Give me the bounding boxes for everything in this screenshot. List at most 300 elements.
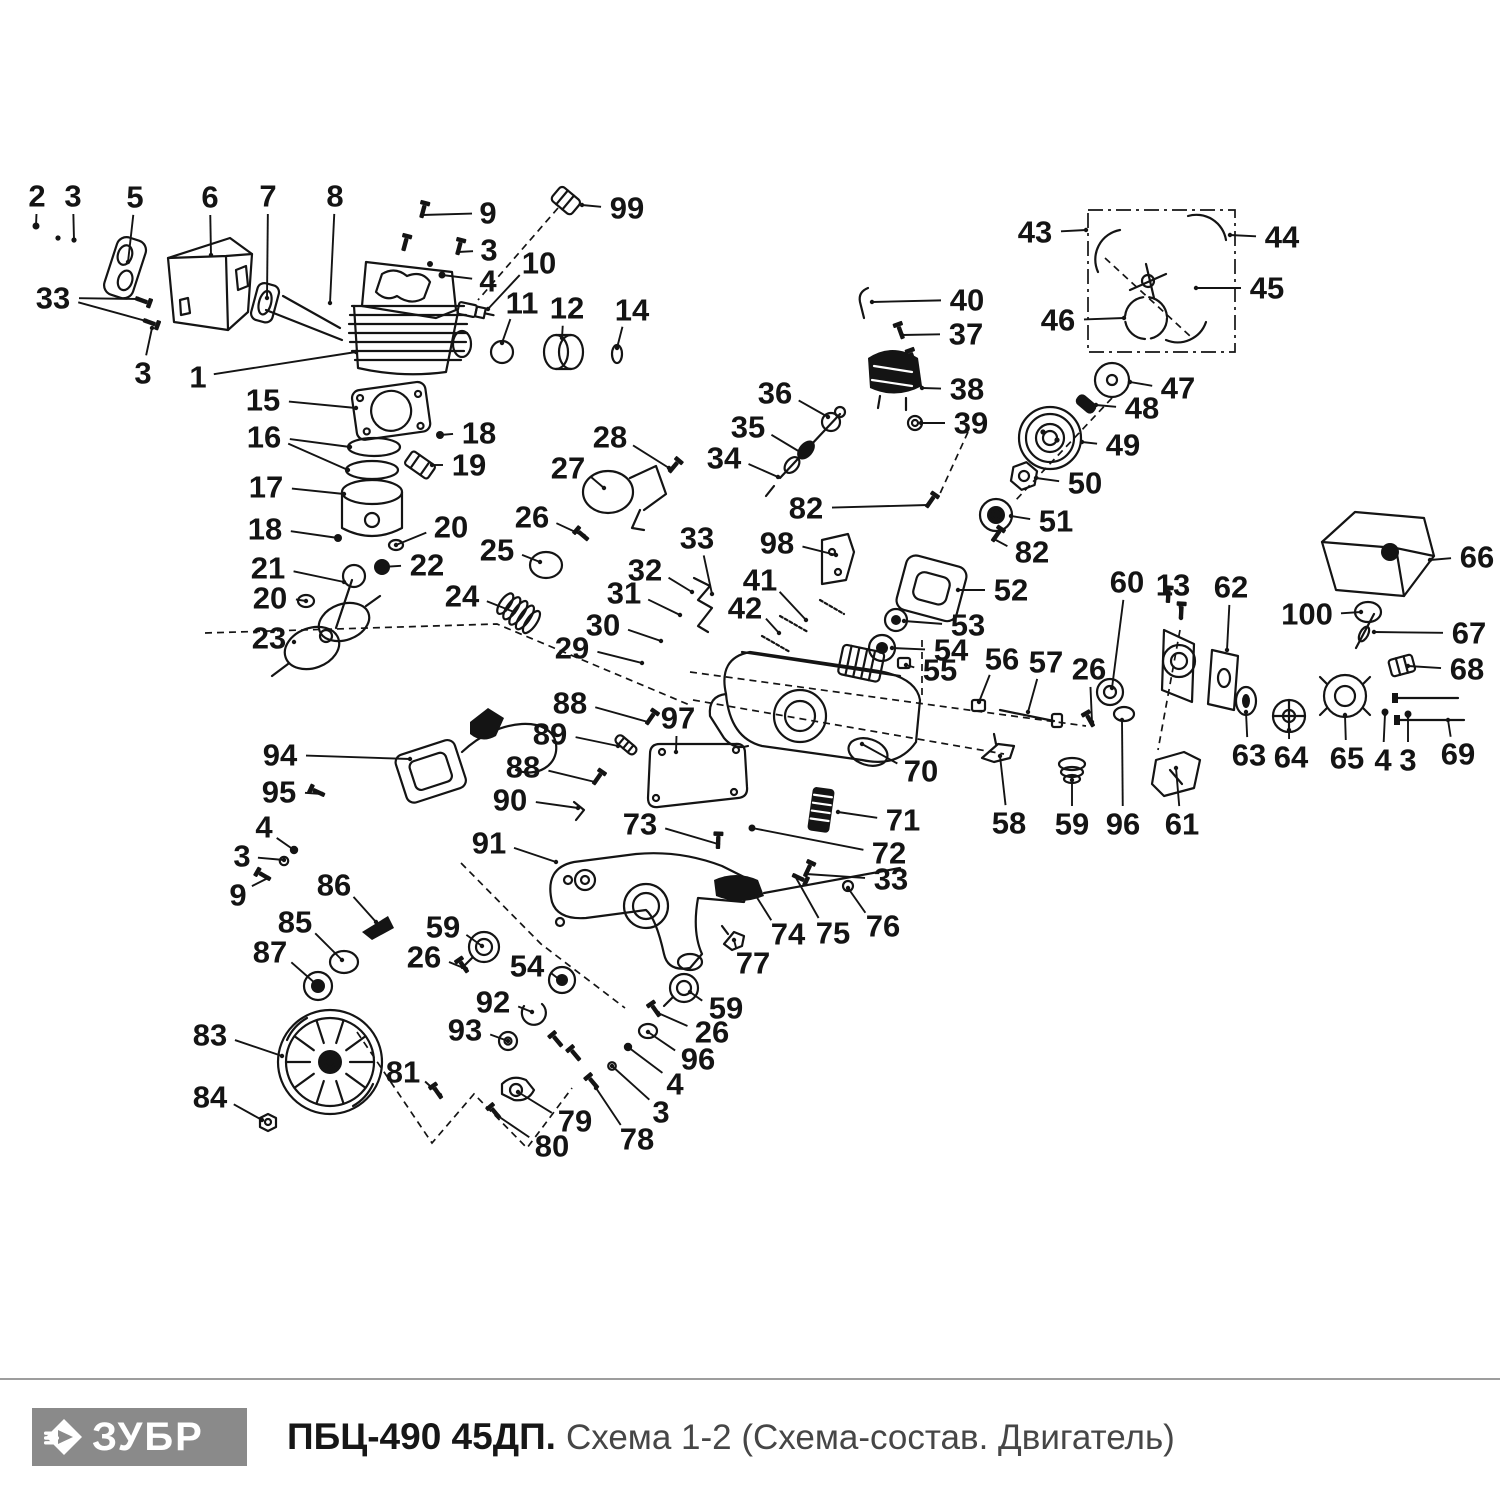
callout-3 <box>64 179 81 243</box>
callout-4 <box>440 264 498 299</box>
screw-icon <box>133 293 153 308</box>
part-number: 61 <box>1164 806 1200 842</box>
callout-36 <box>758 376 830 420</box>
gasket-62 <box>1208 650 1238 710</box>
leader-dot <box>616 744 620 748</box>
callout-100 <box>1281 597 1363 632</box>
callout-7 <box>259 179 276 301</box>
leader-line <box>1408 666 1441 668</box>
part-number: 99 <box>609 190 645 226</box>
part-number: 67 <box>1451 615 1487 651</box>
pawl-kit-79 <box>502 1078 534 1101</box>
leader-line <box>596 1088 621 1125</box>
callout-82 <box>992 535 1049 570</box>
leader-dot <box>1026 710 1030 714</box>
part-number: 18 <box>461 415 497 451</box>
carburetor-part <box>868 350 922 410</box>
part-number: 59 <box>1054 806 1090 842</box>
leader-line <box>442 275 472 279</box>
leader-line <box>802 547 836 555</box>
leader-dot <box>538 560 542 564</box>
leader-line <box>458 251 473 252</box>
part-number: 69 <box>1440 736 1476 772</box>
leader-line <box>1227 605 1229 650</box>
circlip-92 <box>522 1004 546 1025</box>
callout-64 <box>1274 728 1309 775</box>
part-number: 20 <box>252 580 288 616</box>
leader-line <box>617 327 622 348</box>
leader-dot <box>320 792 324 796</box>
part-number: 76 <box>865 908 901 944</box>
callout-26 <box>515 500 586 539</box>
leader-line <box>234 1104 262 1120</box>
leader-dot <box>314 982 318 986</box>
oil-pump-gear-part <box>1273 700 1305 732</box>
leader-line <box>1084 318 1124 319</box>
callout-8 <box>326 179 343 306</box>
callout-4 <box>255 810 296 853</box>
leader-dot <box>776 475 780 479</box>
part-number: 49 <box>1105 427 1141 463</box>
model-name: ПБЦ-490 45ДП. <box>287 1416 556 1457</box>
leader-dot <box>354 350 358 354</box>
part-number: 70 <box>903 753 939 789</box>
screw-icon <box>307 783 327 799</box>
part-number: 84 <box>192 1079 228 1115</box>
hook-90 <box>574 802 584 820</box>
leader-dot <box>72 238 76 242</box>
callout-68 <box>1406 652 1484 687</box>
part-number: 51 <box>1038 503 1074 539</box>
diagram-title <box>287 1416 1175 1458</box>
part-number: 88 <box>505 749 541 785</box>
leader-dot <box>1034 476 1038 480</box>
callout-84 <box>193 1080 264 1123</box>
part-number: 45 <box>1249 270 1285 306</box>
part-number: 12 <box>549 290 585 326</box>
part-number: 19 <box>451 447 487 483</box>
leader-dot <box>1428 558 1432 562</box>
leader-dot <box>516 1090 520 1094</box>
callout-20 <box>394 510 468 548</box>
part-number: 26 <box>514 499 550 535</box>
leader-dot <box>408 757 412 761</box>
leader-dot <box>1287 728 1291 732</box>
leader-dot <box>580 203 584 207</box>
part-number: 73 <box>622 806 658 842</box>
callout-66 <box>1428 540 1494 575</box>
leader-dot <box>260 1118 264 1122</box>
part-number: 96 <box>1105 806 1141 842</box>
leader-dot <box>342 492 346 496</box>
leader-dot <box>558 978 562 982</box>
leader-line <box>315 933 342 960</box>
part-number: 22 <box>409 547 445 583</box>
leader-dot <box>1120 718 1124 722</box>
leader-dot <box>646 720 650 724</box>
leader-dot <box>1372 630 1376 634</box>
leader-dot <box>209 253 213 257</box>
leader-line <box>1096 405 1116 407</box>
part-number: 98 <box>759 525 795 561</box>
lever-58 <box>982 734 1014 762</box>
callout-54 <box>510 949 562 984</box>
leader-line <box>648 1032 675 1050</box>
leader-dot <box>594 1086 598 1090</box>
callout-2 <box>28 179 45 229</box>
callout-88 <box>506 750 597 785</box>
leader-line <box>648 600 680 615</box>
leader-dot <box>1174 766 1178 770</box>
leader-line <box>210 215 211 255</box>
part-number: 62 <box>1213 569 1249 605</box>
leader-dot <box>1343 713 1347 717</box>
callout-43 <box>1018 215 1088 250</box>
leader-line <box>892 648 925 649</box>
callout-3 <box>610 1064 670 1130</box>
leader-dot <box>1446 718 1450 722</box>
part-number: 4 <box>666 1066 684 1102</box>
leader-line <box>235 1040 282 1056</box>
leader-dot <box>646 1030 650 1034</box>
part-number: 37 <box>948 316 984 352</box>
leader-dot <box>640 661 644 665</box>
callout-67 <box>1372 616 1486 651</box>
callout-63 <box>1232 710 1266 773</box>
leader-line <box>214 352 356 374</box>
part-number: 80 <box>534 1128 570 1164</box>
leader-line <box>597 652 642 663</box>
part-number: 21 <box>250 550 286 586</box>
callout-40 <box>870 283 984 318</box>
leader-line <box>289 402 356 408</box>
ring-25 <box>530 552 562 578</box>
leader-line <box>267 214 268 298</box>
leader-dot <box>292 640 296 644</box>
leader-dot <box>554 860 558 864</box>
part-number: 93 <box>447 1012 483 1048</box>
part-number: 13 <box>1155 567 1191 603</box>
leader-dot <box>348 445 352 449</box>
leader-line <box>292 489 344 494</box>
piston-rings-part <box>346 438 400 479</box>
guide-line <box>690 672 1086 726</box>
part-number: 33 <box>873 861 909 897</box>
part-number: 35 <box>730 409 766 445</box>
leader-line <box>749 464 778 477</box>
part-number: 27 <box>550 450 586 486</box>
part-number: 59 <box>425 909 461 945</box>
spark-plug-part <box>457 302 495 321</box>
leader-dot <box>732 938 736 942</box>
leader-line <box>396 533 426 545</box>
part-number: 57 <box>1028 644 1064 680</box>
throttle-linkage-part <box>766 407 845 496</box>
callout-60 <box>1110 565 1144 691</box>
leader-dot <box>512 610 516 614</box>
fuel-elbow-part <box>860 288 868 318</box>
screw-icon <box>713 831 724 849</box>
part-number: 6 <box>201 179 219 215</box>
leader-dot <box>440 273 444 277</box>
cylinder-gasket-part <box>351 381 431 441</box>
callout-23 <box>252 621 296 656</box>
muffler-gasket-part <box>249 282 280 324</box>
leader-dot <box>834 553 838 557</box>
leader-dot <box>804 872 808 876</box>
part-number: 25 <box>479 532 515 568</box>
leader-dot <box>710 592 714 596</box>
spring-41b <box>820 600 844 614</box>
leader-line <box>1000 756 1006 805</box>
callout-33 <box>36 281 148 324</box>
piston-part <box>342 480 402 536</box>
fuel-tank-part <box>1322 512 1434 596</box>
leader-dot <box>793 874 797 878</box>
leader-line <box>1130 382 1152 386</box>
leader-dot <box>576 806 580 810</box>
part-number: 50 <box>1067 465 1103 501</box>
screw-icon <box>583 1072 602 1092</box>
leader-line <box>628 1047 662 1073</box>
leader-dot <box>530 1010 534 1014</box>
callout-87 <box>253 935 318 987</box>
bolts-69 <box>1392 693 1464 725</box>
part-number: 18 <box>247 511 283 547</box>
leader-dot <box>1406 664 1410 668</box>
part-number: 23 <box>251 620 287 656</box>
leader-dot <box>1080 440 1084 444</box>
callout-39 <box>919 406 988 441</box>
callout-12 <box>550 291 584 341</box>
leader-line <box>1448 720 1451 737</box>
callout-91 <box>472 826 558 865</box>
leader-dot <box>690 590 694 594</box>
callout-3 <box>456 233 498 268</box>
callout-9 <box>420 196 497 231</box>
ring-85 <box>330 951 358 973</box>
leader-line <box>548 771 595 782</box>
part-number: 26 <box>406 939 442 975</box>
callout-4 <box>1374 712 1392 778</box>
part-number: 59 <box>708 990 744 1026</box>
callout-9 <box>229 876 270 913</box>
leader-dot <box>438 1093 442 1097</box>
drum-51 <box>980 499 1012 531</box>
leader-dot <box>977 700 981 704</box>
callout-92 <box>476 985 534 1020</box>
leader-line <box>756 896 771 920</box>
callout-69 <box>1441 718 1475 772</box>
part-number: 28 <box>592 419 628 455</box>
callout-37 <box>900 317 983 352</box>
callout-33 <box>804 862 908 897</box>
callout-25 <box>480 533 542 568</box>
leader-line <box>502 319 510 343</box>
leader-line <box>78 302 146 321</box>
leader-dot <box>265 296 269 300</box>
leader-dot <box>456 250 460 254</box>
starter-assembly <box>1095 215 1226 343</box>
leader-dot <box>342 580 346 584</box>
callout-73 <box>623 807 720 847</box>
leader-line <box>838 812 877 818</box>
leader-dot <box>920 386 924 390</box>
crankcase-gasket-part <box>648 744 747 807</box>
leader-line <box>514 848 556 862</box>
callout-35 <box>731 410 802 455</box>
leader-dot <box>1094 403 1098 407</box>
leader-line <box>848 888 865 913</box>
leader-line <box>79 298 138 299</box>
parts-artwork <box>33 185 1465 1131</box>
leader-dot <box>438 433 442 437</box>
part-number: 3 <box>480 232 498 268</box>
part-number: 74 <box>770 916 806 952</box>
part-number: 89 <box>532 716 568 752</box>
leader-dot <box>659 639 663 643</box>
leader-line <box>902 334 940 335</box>
leader-dot <box>667 466 671 470</box>
leader-line <box>658 1013 687 1026</box>
leader-dot <box>890 646 894 650</box>
nut-84 <box>260 1114 276 1131</box>
leader-dot <box>1084 228 1088 232</box>
callout-33 <box>680 521 714 597</box>
part-number: 15 <box>245 382 281 418</box>
leader-dot <box>826 415 830 419</box>
callout-86 <box>317 868 378 925</box>
leader-line <box>752 828 863 850</box>
part-number: 71 <box>885 802 921 838</box>
part-number: 95 <box>261 774 297 810</box>
part-number: 75 <box>815 915 851 951</box>
callout-90 <box>493 783 580 818</box>
leader-dot <box>292 848 296 852</box>
callout-56 <box>977 642 1019 705</box>
leader-dot <box>126 260 130 264</box>
part-number: 58 <box>991 805 1027 841</box>
leader-line <box>780 592 806 620</box>
callout-57 <box>1026 645 1063 715</box>
leader-dot <box>282 858 286 862</box>
part-number: 30 <box>585 607 621 643</box>
zubr-logo <box>32 1408 247 1466</box>
leader-line <box>669 578 692 592</box>
leader-line <box>288 444 348 470</box>
leader-dot <box>754 894 758 898</box>
zubr-logo-icon <box>44 1417 84 1457</box>
leader-dot <box>1090 720 1094 724</box>
leader-dot <box>656 1011 660 1015</box>
leader-line <box>799 400 828 417</box>
leader-line <box>1246 712 1247 737</box>
callout-26 <box>407 940 468 975</box>
screw-icon <box>398 233 412 252</box>
callout-98 <box>760 526 838 561</box>
callout-17 <box>249 470 346 505</box>
leader-dot <box>1194 286 1198 290</box>
part-number: 92 <box>475 984 511 1020</box>
callout-18 <box>438 416 496 451</box>
part-number: 94 <box>262 737 298 773</box>
screw-icon <box>892 321 907 341</box>
callout-27 <box>551 451 606 491</box>
part-number: 39 <box>953 405 989 441</box>
worm-gear-part <box>493 589 543 636</box>
leader-line <box>582 205 601 207</box>
callout-5 <box>126 180 144 265</box>
leader-dot <box>394 543 398 547</box>
leader-line <box>904 621 942 624</box>
screw-icon <box>922 490 940 510</box>
part-number: 64 <box>1273 739 1309 775</box>
leader-dot <box>328 301 332 305</box>
part-number: 85 <box>277 904 313 940</box>
leader-dot <box>602 486 606 490</box>
leader-line <box>872 300 941 302</box>
leader-line <box>771 435 800 452</box>
leader-line <box>1374 632 1443 633</box>
screw-icon <box>589 767 607 787</box>
leader-dot <box>610 1064 614 1068</box>
callout-83 <box>193 1018 284 1059</box>
leader-dot <box>266 876 270 880</box>
callout-85 <box>278 905 344 963</box>
chain-catcher-98 <box>822 534 854 584</box>
part-number: 81 <box>385 1054 421 1090</box>
leader-line <box>518 1006 532 1012</box>
leader-dot <box>798 450 802 454</box>
part-number: 52 <box>993 572 1029 608</box>
leader-line <box>612 1066 649 1100</box>
part-number: 9 <box>479 195 497 231</box>
leader-line <box>1082 442 1097 444</box>
clutch-drum-part <box>1320 675 1370 717</box>
leader-line <box>628 630 661 641</box>
callout-11 <box>500 286 539 346</box>
callout-45 <box>1194 271 1284 306</box>
oiler-part <box>583 466 666 530</box>
part-number: 3 <box>134 355 152 391</box>
part-number: 68 <box>1449 651 1485 687</box>
leader-dot <box>136 297 140 301</box>
leader-line <box>518 1092 552 1113</box>
leader-dot <box>846 886 850 890</box>
leader-line <box>1028 679 1037 712</box>
leader-line <box>306 756 410 759</box>
leader-line <box>1112 600 1123 688</box>
part-number: 77 <box>735 945 771 981</box>
cylinder-part <box>349 262 471 374</box>
leader-dot <box>34 224 38 228</box>
leader-dot <box>480 944 484 948</box>
leader-line <box>277 838 294 850</box>
leader-dot <box>1225 648 1229 652</box>
callout-19 <box>430 448 486 483</box>
leader-line <box>576 737 618 746</box>
part-number: 38 <box>949 371 985 407</box>
part-number: 36 <box>757 375 793 411</box>
screw-icon <box>800 859 816 879</box>
leader-line <box>1230 235 1256 236</box>
part-number: 8 <box>326 178 344 214</box>
leader-dot <box>1244 710 1248 714</box>
leader-dot <box>804 618 808 622</box>
screw-icon <box>547 1030 566 1050</box>
part-number: 26 <box>1071 651 1107 687</box>
leader-line <box>294 571 344 582</box>
